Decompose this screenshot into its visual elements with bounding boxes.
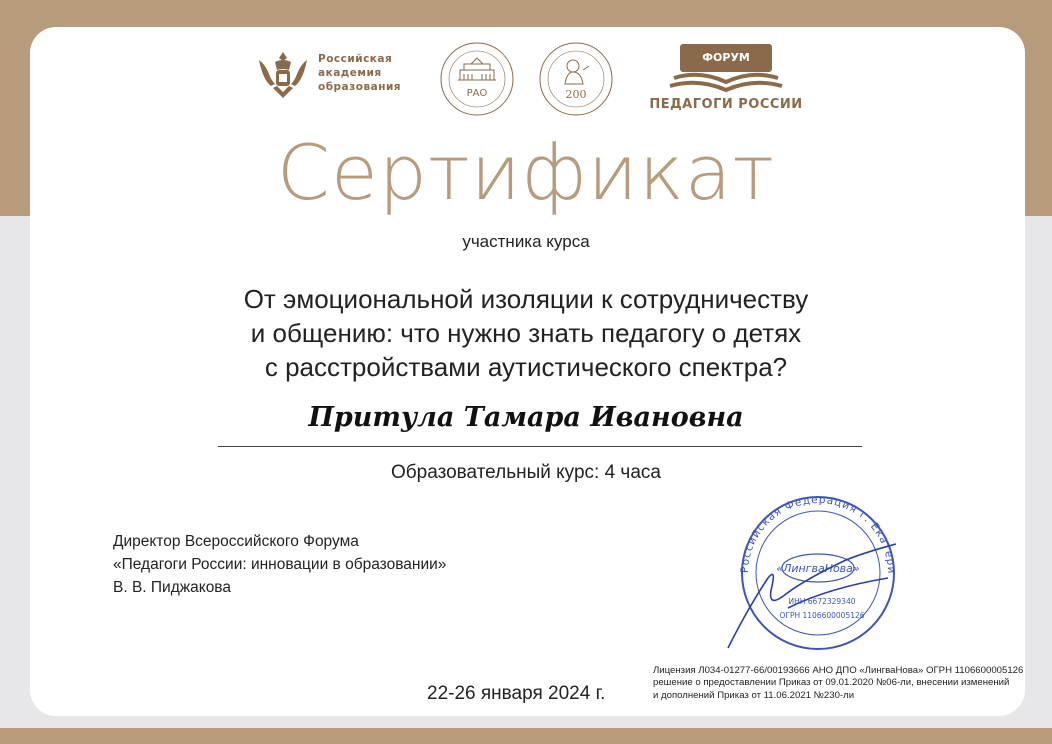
rao-logo-text <box>318 52 401 94</box>
stamp-ogrn: ОГРН 1106600005126 <box>779 611 865 620</box>
name-underline <box>218 446 862 447</box>
seal2-label: 200 <box>565 88 587 101</box>
stamp-center-text: «ЛингваНова» <box>776 562 860 575</box>
signatory-line: В. В. Пиджакова <box>113 579 231 596</box>
signatory-block <box>113 530 446 599</box>
certificate-subtitle: участника курса <box>462 232 590 251</box>
certificate-title: Сертификат <box>276 128 776 217</box>
license-line: и дополнений Приказ от 11.06.2021 №230-ли <box>653 689 855 701</box>
license-info <box>653 665 1023 702</box>
stamp-inn: ИНН 6672329340 <box>788 597 856 606</box>
course-hours: Образовательный курс: 4 часа <box>391 462 661 483</box>
course-title-line: и общению: что нужно знать педагогу о детях <box>250 318 802 348</box>
certificate-date: 22-26 января 2024 г. <box>427 683 606 704</box>
official-stamp <box>718 488 948 663</box>
license-line: решение о предоставлении Приказ от 09.01.2020 №06-ли, внесении изменений <box>653 677 1010 689</box>
course-title-line: От эмоциональной изоляции к сотрудничеству <box>243 284 809 314</box>
course-title <box>130 282 922 384</box>
seal1-label: РАО <box>466 88 488 99</box>
signature-icon <box>728 544 896 648</box>
forum-logo-caption: ПЕДАГОГИ РОССИИ <box>649 97 803 112</box>
rao-logo-line: Российская <box>318 53 393 65</box>
bottom-band <box>0 728 1052 744</box>
rao-anniversary-seal <box>438 40 516 123</box>
recipient-name: Притула Тамара Ивановна <box>308 402 744 433</box>
forum-logo <box>640 40 812 114</box>
ushinsky-anniversary-seal <box>537 40 615 123</box>
rao-coat-of-arms-icon <box>255 46 311 107</box>
signatory-line: Директор Всероссийского Форума <box>113 533 359 550</box>
signatory-line: «Педагоги России: инновации в образовании» <box>113 556 447 573</box>
course-title-line: с расстройствами аутистического спектра? <box>264 352 788 382</box>
rao-logo-line: академия <box>318 67 382 79</box>
book-icon <box>640 40 812 96</box>
license-line: Лицензия Л034-01277-66/00193666 АНО ДПО «ЛингваНова» ОГРН 1106600005126 <box>653 665 1024 676</box>
forum-logo-label: ФОРУМ <box>702 51 750 64</box>
rao-logo-line: образования <box>318 81 402 93</box>
stamp-outer-text: Российская Федерация г. Екатери <box>738 493 898 575</box>
